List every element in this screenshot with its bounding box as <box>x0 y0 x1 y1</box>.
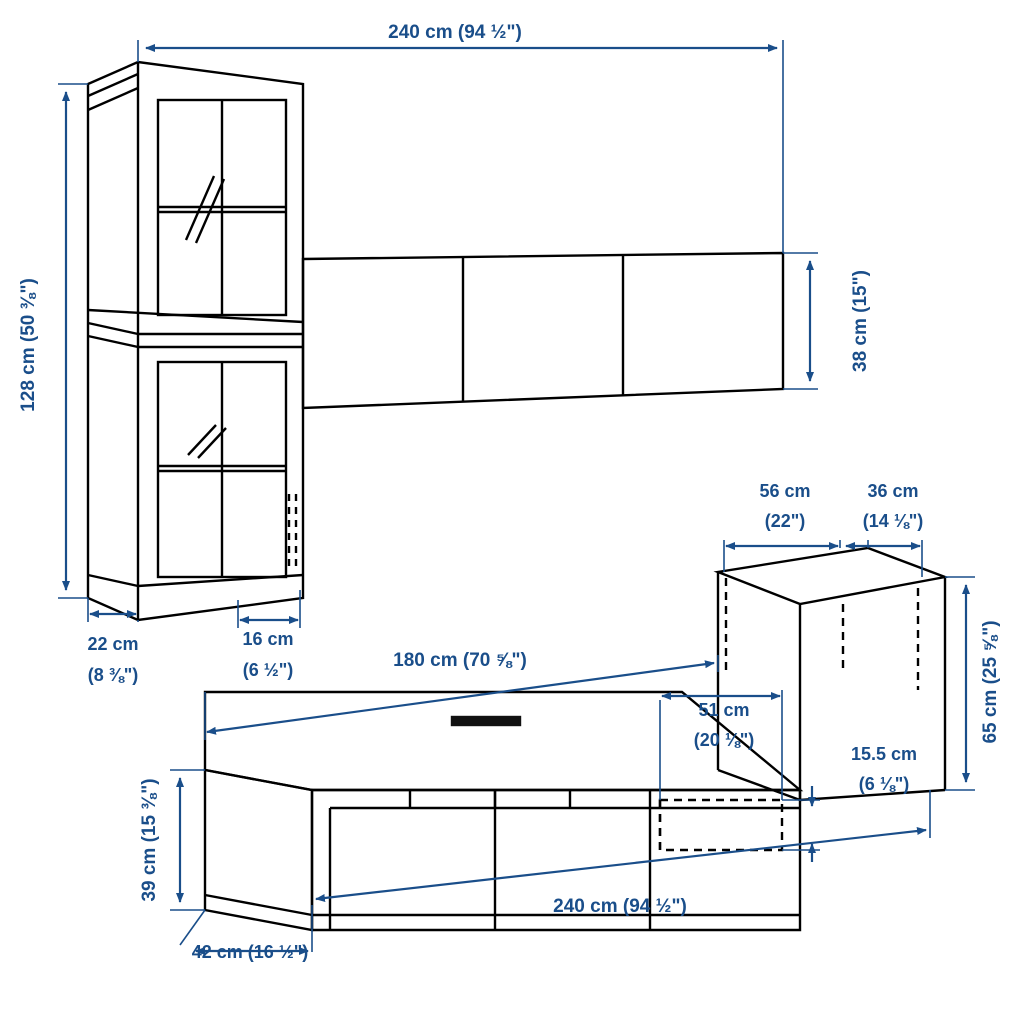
top-width-label: 240 cm (94 ½") <box>388 22 522 43</box>
top-unit-depth-label-line1: 36 cm <box>867 481 919 501</box>
dimension-lines <box>58 40 975 952</box>
side-cabinet-hidden-edges <box>726 578 918 690</box>
tall-cabinet-door-width-label-line2: (6 ½") <box>242 660 294 680</box>
tall-glass-cabinet <box>88 62 303 620</box>
wall-shelf-units <box>303 253 783 408</box>
tall-cabinet-door-width-label-line1: 16 cm <box>242 629 294 649</box>
tv-bench-top-width-label: 180 cm (70 ⅝") <box>393 650 527 671</box>
top-unit-width-label-line2: (22") <box>764 511 806 531</box>
tall-cabinet-depth-label-line1: 22 cm <box>87 634 139 654</box>
drawer-width-label-line1: 51 cm <box>698 700 750 720</box>
wall-shelf-height-label: 38 cm (15") <box>850 270 871 372</box>
top-unit-depth-label-line2: (14 ⅛") <box>862 511 924 531</box>
drawer-height-label-line2: (6 ⅛") <box>858 774 910 794</box>
tv-bench-depth-label-line1: 42 cm (16 ½") <box>191 942 309 962</box>
dimension-labels <box>18 22 1001 962</box>
tall-cabinet-hidden-edge <box>289 494 296 570</box>
drawer-height-label-line1: 15.5 cm <box>850 744 918 764</box>
tv-bench-height-label: 39 cm (15 ⅜") <box>139 778 160 902</box>
tv-bench <box>205 692 800 930</box>
drawer-width-label-line2: (20 ⅛") <box>693 730 755 750</box>
bottom-width-label: 240 cm (94 ½") <box>553 896 687 917</box>
tall-cabinet-height-label: 128 cm (50 ⅜") <box>18 278 39 412</box>
top-unit-width-label-line1: 56 cm <box>759 481 811 501</box>
tall-cabinet-depth-label-line2: (8 ⅜") <box>87 665 139 685</box>
side-cabinet-height-label: 65 cm (25 ⅝") <box>980 620 1001 744</box>
